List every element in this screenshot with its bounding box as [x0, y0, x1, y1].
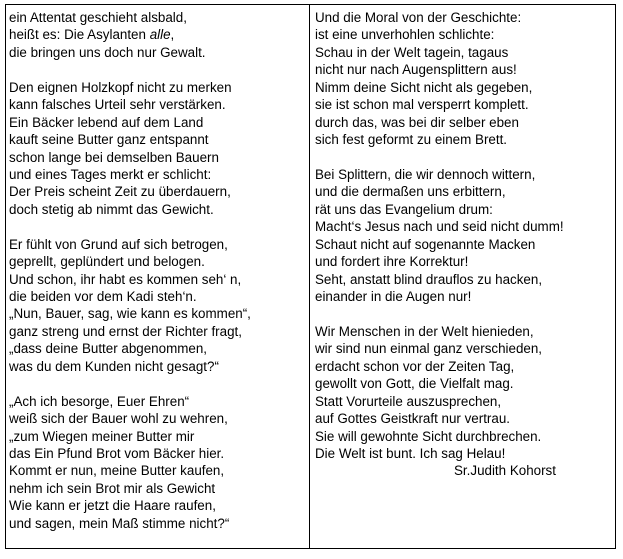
poem-line: Und schon, ihr habt es kommen seh‘ n,: [9, 271, 242, 287]
poem-line: „Ach ich besorge, Euer Ehren“: [9, 393, 190, 409]
poem-line: auf Gottes Geistkraft nur vertrau.: [315, 411, 510, 427]
poem-line: Nimm deine Sicht nicht als gegeben,: [315, 79, 533, 95]
poem-line: die beiden vor dem Kadi steh‘n.: [9, 289, 197, 304]
poem-line: Schau in der Welt tagein, tagaus: [315, 44, 509, 60]
poem-line: rät uns das Evangelium drum:: [315, 201, 493, 217]
poem-line: Macht‘s Jesus nach und seid nicht dumm!: [315, 219, 564, 235]
stanza-break: [9, 218, 307, 235]
poem-line: ist eine unverhohlen schlichte:: [315, 27, 495, 43]
poem-column-right: [310, 5, 615, 548]
poem-line: Den eignen Holzkopf nicht zu merken: [9, 79, 232, 95]
author-signature: Sr.Judith Kohorst: [454, 463, 556, 479]
poem-line: das Ein Pfund Brot vom Bäcker hier.: [9, 445, 225, 461]
poem-line: Sie will gewohnte Sicht durchbrechen.: [315, 428, 542, 444]
poem-line: Wir Menschen in der Welt hienieden,: [315, 323, 534, 339]
poem-line: sich fest geformt zu einem Brett.: [315, 132, 508, 148]
poem-line: Die Welt ist bunt. Ich sag Helau!: [315, 445, 506, 461]
poem-line: nicht nur nach Augensplittern aus!: [315, 62, 517, 78]
poem-line: Bei Splittern, die wir dennoch wittern,: [315, 166, 536, 182]
poem-table: [5, 4, 616, 549]
poem-line: doch stetig ab nimmt das Gewicht.: [9, 201, 214, 217]
poem-line: schon lange bei demselben Bauern: [9, 149, 219, 165]
poem-line: einander in die Augen nur!: [315, 289, 472, 304]
poem-line: durch das, was bei dir selber eben: [315, 114, 519, 130]
stanza-break: [315, 149, 613, 166]
poem-line: weiß sich der Bauer wohl zu wehren,: [9, 411, 228, 427]
poem-line: die bringen uns doch nur Gewalt.: [9, 44, 206, 60]
poem-line: gewollt von Gott, die Vielfalt mag.: [315, 376, 514, 392]
poem-column-left: [6, 5, 310, 548]
poem-line: ganz streng und ernst der Richter fragt,: [9, 323, 242, 339]
poem-line: nehm ich sein Brot mir als Gewicht: [9, 480, 216, 496]
poem-line: kauft seine Butter ganz entspannt: [9, 132, 209, 148]
poem-line: was du dem Kunden nicht gesagt?“: [9, 358, 219, 374]
stanza-break: [315, 305, 613, 322]
poem-line: kann falsches Urteil sehr verstärken.: [9, 97, 226, 113]
poem-line: sie ist schon mal versperrt komplett.: [315, 97, 529, 113]
poem-line: ein Attentat geschieht alsbald,: [9, 10, 187, 25]
poem-line: und fordert ihre Korrektur!: [315, 254, 469, 270]
poem-line: geprellt, geplündert und belogen.: [9, 254, 205, 270]
poem-line: Wie kann er jetzt die Haare raufen,: [9, 498, 216, 514]
stanza-break: [9, 61, 307, 78]
poem-line: „Nun, Bauer, sag, wie kann es kommen“,: [9, 306, 251, 322]
poem-line: und die dermaßen uns erbittern,: [315, 184, 506, 200]
poem-line: und eines Tages merkt er schlicht:: [9, 166, 212, 182]
poem-line: Und die Moral von der Geschichte:: [315, 10, 522, 25]
stanza-break: [9, 375, 307, 392]
poem-line: und sagen, mein Maß stimme nicht?“: [9, 515, 230, 531]
poem-line: Der Preis scheint Zeit zu überdauern,: [9, 184, 231, 200]
poem-line: „zum Wiegen meiner Butter mir: [9, 428, 195, 444]
poem-line: heißt es: Die Asylanten alle,: [9, 27, 175, 43]
poem-line: Ein Bäcker lebend auf dem Land: [9, 114, 204, 130]
poem-line: Er fühlt von Grund auf sich betrogen,: [9, 236, 228, 252]
poem-line: Schaut nicht auf sogenannte Macken: [315, 236, 536, 252]
poem-line: „dass deine Butter abgenommen,: [9, 341, 208, 357]
poem-line: Statt Vorurteile auszusprechen,: [315, 393, 502, 409]
poem-line: wir sind nun einmal ganz verschieden,: [315, 341, 543, 357]
poem-line: Kommt er nun, meine Butter kaufen,: [9, 463, 225, 479]
poem-line: erdacht schon vor der Zeiten Tag,: [315, 358, 515, 374]
poem-line: Seht, anstatt blind drauflos zu hacken,: [315, 271, 543, 287]
